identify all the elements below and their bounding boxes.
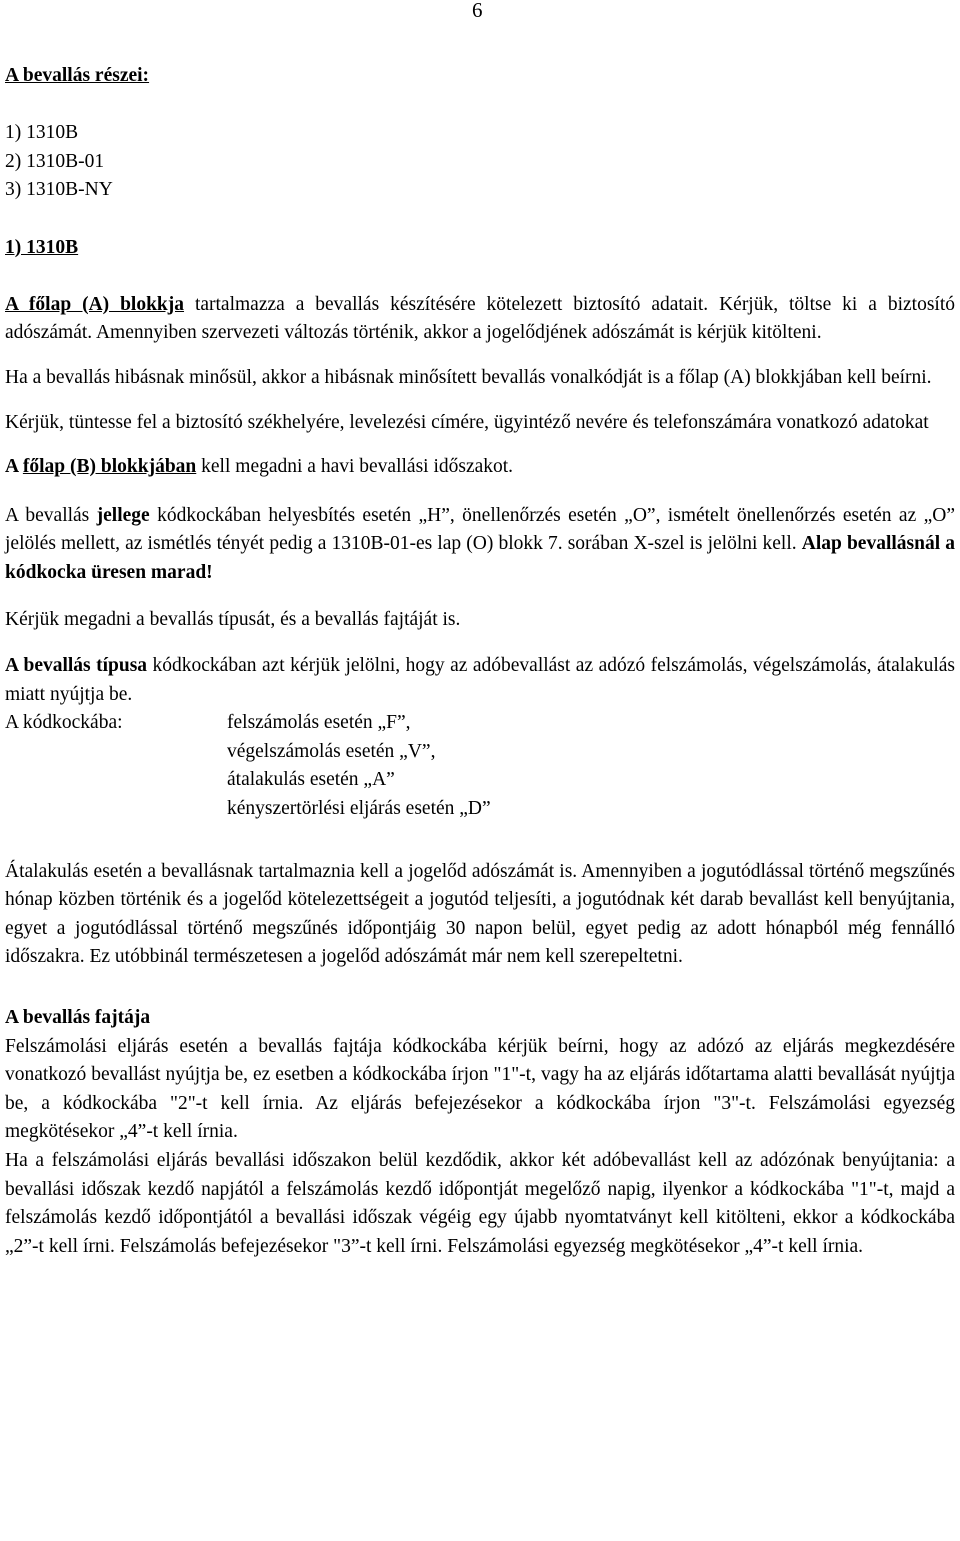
code-label: A kódkockába: <box>5 712 123 734</box>
part-item-1: 1) 1310B <box>5 122 79 144</box>
paragraph-tipus-fajta: Kérjük megadni a bevallás típusát, és a bevallás fajtáját is. <box>5 608 461 630</box>
code-item-v: végelszámolás esetén „V”, <box>227 740 436 762</box>
section-1310b-title: 1) 1310B <box>5 236 79 258</box>
paragraph-fajtaja-1: Felszámolási eljárás esetén a bevallás fajtája kódkockába kérjük beírni, hogy az adózó az eljárás megkezdésére vonatkozó bevallást nyújtja be, ez esetben a kódkockába írjon "1"-t, vagy ha az eljárás időtartama alatti bevallását nyújtja be, a kódkockába "2"-t kell írnia. Az eljárás befejezésekor a kódkockába írjon "3"-t. Felszámolási egyezség megkötésekor „4”-t kell írnia. <box>5 1035 955 1143</box>
paragraph-atalakulas: Átalakulás esetén a bevallásnak tartalmaznia kell a jogelőd adószámát is. Amennyiben a jogutódlással történő megszűnés hónap közben történik és a jogelőd kötelezettségeit a jogutód teljesíti, a jogutódnak két darab bevallást kell benyújtania, egyet a jogutódlással történő megszűnés időpontjáig 30 napon belül, egyet pedig az adott hónapból még fennálló időszakra. Ez utóbbinál természetesen a jogelőd adószámát már nem kell szerepeltetni. <box>5 860 955 968</box>
paragraph-hibas: Ha a bevallás hibásnak minősül, akkor a hibásnak minősített bevallás vonalkódját is a főlap (A) blokkjában kell beírni. <box>5 366 932 388</box>
paragraph-szekhely: Kérjük, tüntesse fel a biztosító székhelyére, levelezési címére, ügyintéző nevére és telefonszámára vonatkozó adatokat <box>5 411 929 433</box>
paragraph-folap-b: A főlap (B) blokkjában kell megadni a havi bevallási időszakot. <box>5 456 514 478</box>
code-item-d: kényszertörlési eljárás esetén „D” <box>227 798 491 820</box>
paragraph-jellege: A bevallás jellege kódkockában helyesbítés esetén „H”, önellenőrzés esetén „O”, ismételt önellenőrzés esetén az „O” jelölés mellett, az ismétlés tényét pedig a 1310B-01-es lap (O) blokk 7. sorában X-szel is jelölni kell. Alap bevallásnál a kódkocka üresen marad! <box>5 504 956 583</box>
section-heading: A bevallás részei: <box>5 65 150 86</box>
part-item-2: 2) 1310B-01 <box>5 150 105 172</box>
page-number: 6 <box>472 0 483 22</box>
fajtaja-title: A bevallás fajtája <box>5 1007 151 1029</box>
code-list <box>227 709 491 823</box>
paragraph-tipusa: A bevallás típusa kódkockában azt kérjük jelölni, hogy az adóbevallást az adózó felszámolás, végelszámolás, átalakulás miatt nyújtja be. <box>5 655 955 705</box>
paragraph-folap-a: A főlap (A) blokkja tartalmazza a bevallás készítésére kötelezett biztosító adatait. Kérjük, töltse ki a biztosító adószámát. Amennyiben szervezeti változás történik, akkor a jogelődjének adószámát is kérjük kitölteni. <box>5 293 955 344</box>
paragraph-fajtaja-2: Ha a felszámolási eljárás bevallási időszakon belül kezdődik, akkor két adóbevallást kell az adózónak benyújtania: a bevallási időszak kezdő napjától a felszámolás kezdő időpontját megelőző napig, ilyenkor a kódkockába "1"-t, majd a felszámolás kezdő időpontjától a bevallási időszak végéig egy újabb nyomtatványt kell kitölteni, ekkor a kódkockába „2”-t kell írni. Felszámolás befejezésekor "3”-t kell írni. Felszámolási egyezség megkötésekor „4”-t kell írnia. <box>5 1150 955 1257</box>
code-item-f: felszámolás esetén „F”, <box>227 712 411 734</box>
code-item-a: átalakulás esetén „A” <box>227 769 395 791</box>
document-page <box>5 0 955 1261</box>
part-item-3: 3) 1310B-NY <box>5 179 113 201</box>
code-list-block <box>5 709 955 823</box>
